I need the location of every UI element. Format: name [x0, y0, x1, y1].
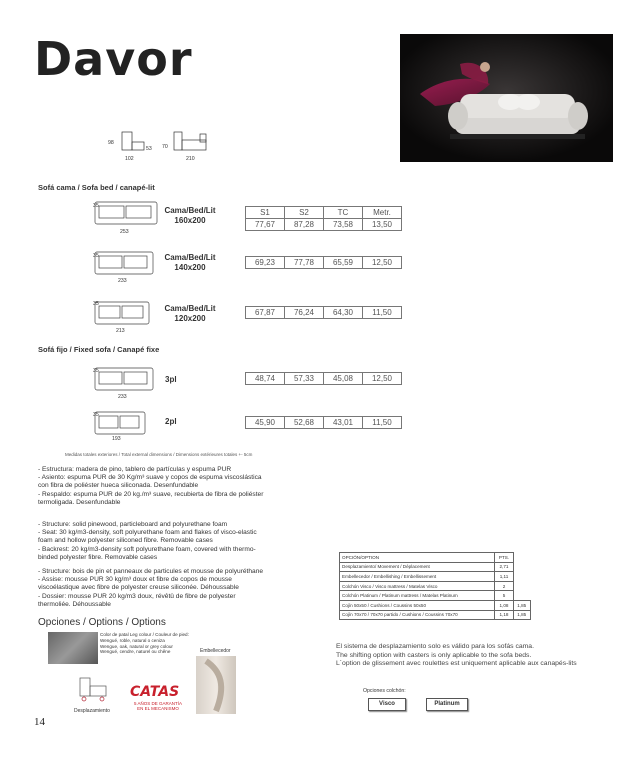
description-fr: - Structure: bois de pin et panneaux de particules et mousse de polyuréthane - Assise: mousse PUR 30 kg/m³ doux et fibre de copos de mousse viscoélastique avec fibre de polyester creuse siliconée. Déhoussable - Dossier: mousse PUR 20 kg/m3 doux, révêtû de fibre de polyester thermoliée. Déhoussable [38, 568, 264, 608]
fixed-sofa-height: 35 [93, 368, 99, 374]
options-row: Cojín 50x50 / Cushions / Coussins 50x50 1,08 1,85 [340, 600, 531, 610]
fixed-sofa-heading: Sofá fijo / Fixed sofa / Canapé fixe [38, 345, 160, 354]
price-row: 77,67 87,28 73,58 13,50 [246, 219, 402, 231]
description-en: - Structure: solid pinewood, particleboard and polyurethane foam - Seat: 30 kg/m3-density, soft polyurethane foam and flakes of visco-elastic foam and hollow polyester siliconed fibre. Removable cases - Backrest: 20 kg/m3-density soft polyurethane foam, covered with thermo- binded polyester fibre. Removable cases [38, 521, 257, 561]
fixed-sofa-height: 35 [93, 412, 99, 418]
chair-height-2: 53 [146, 146, 152, 152]
price-row: 67,87 76,24 64,30 11,50 [246, 307, 402, 319]
options-row: Colchón Platinum / Platinum mattress / Matelas Platinum 5 [340, 591, 531, 601]
fixed-sofa-label-2pl: 2pl [165, 417, 177, 426]
price-row: 48,74 57,33 45,08 12,50 [246, 373, 402, 385]
price-table-3pl [245, 372, 402, 385]
options-row: Cojín 70x70 / 70x70 partido / Cushions / Coussins 70x70 1,18 1,85 [340, 610, 531, 620]
fixed-sofa-drawing-2pl [90, 408, 160, 448]
fixed-sofa-width: 233 [118, 394, 127, 400]
platinum-button[interactable]: Platinum [426, 698, 468, 711]
sofa-height: 70 [162, 144, 168, 150]
product-photo [400, 34, 613, 162]
sofa-bed-label-120: Cama/Bed/Lit 120x200 [164, 304, 216, 323]
chair-width: 102 [125, 156, 134, 162]
catas-logo: CATAS [130, 684, 180, 700]
price-row: 45,90 52,68 43,01 11,50 [246, 417, 402, 429]
measures-note: Medidas totales exteriores / Total external dimensions / Dimensions extérieures totales +- 5cm [65, 452, 253, 457]
price-header-row: S1 S2 TC Metr. [246, 207, 402, 219]
leg-colour-text: Color de patal Leg colour / Couleur de pied: Wengué, roble, natural o ceniza Wengue, oak, natural or grey colour Wengué, cendre, naturel ou chêne [100, 632, 189, 655]
product-title: Davor [34, 32, 193, 86]
price-row: 69,23 77,78 65,59 12,50 [246, 257, 402, 269]
sofa-bed-width: 233 [118, 278, 127, 284]
options-row: Desplazamiento/ Movement / Déplacement 2,71 [340, 562, 531, 572]
description-es: - Estructura: madera de pino, tablero de partículas y espuma PUR - Asiento: espuma PUR de 30 Kg/m³ suave y copos de espuma viscoslástica con fibra de poliéster hueca siliconada. Desenfundable - Respaldo: espuma PUR de 20 kg./m³ suave, recubierta de fibra de poliéster termoligada. Desenfundable [38, 466, 264, 506]
leg-swatch-image [48, 632, 98, 664]
options-header-row: OPCIÓN/OPTION PTS. [340, 553, 531, 563]
price-table-2pl [245, 416, 402, 429]
sofa-bed-height: 35 [93, 253, 99, 259]
options-price-table [339, 552, 531, 620]
sofa-photo-illustration [400, 34, 613, 162]
options-heading: Opciones / Options / Options [38, 617, 166, 628]
sofa-bed-height: 35 [93, 203, 99, 209]
embellecedor-label: Embellecedor [200, 648, 231, 654]
sofa-bed-heading: Sofá cama / Sofa bed / canapé-lit [38, 183, 155, 192]
leg-cover-icon [196, 656, 236, 714]
price-table-140 [245, 256, 402, 269]
price-table-160 [245, 206, 402, 231]
catas-guarantee: 5 AÑOS DE GARANTÍA EN EL MECANISMO [133, 701, 182, 711]
page-number: 14 [34, 716, 45, 728]
sofa-bed-width: 213 [116, 328, 125, 334]
sofa-bed-label-140: Cama/Bed/Lit 140x200 [164, 253, 216, 272]
visco-button[interactable]: Visco [368, 698, 406, 711]
fixed-sofa-label-3pl: 3pl [165, 375, 177, 384]
desplazamiento-label: Desplazamiento [74, 708, 110, 714]
sofa-bed-label-160: Cama/Bed/Lit 160x200 [164, 206, 216, 225]
sofa-width: 210 [186, 156, 195, 162]
embellecedor-image [196, 656, 236, 714]
chair-height-1: 98 [108, 140, 114, 146]
price-table-120 [245, 306, 402, 319]
sofa-bed-height: 35 [93, 301, 99, 307]
caster-drawing-icon [76, 674, 112, 704]
fixed-sofa-width: 193 [112, 436, 121, 442]
top-dimension-drawings [108, 128, 213, 170]
mattress-options-label: Opciones colchón: [363, 688, 406, 694]
movement-note: El sistema de desplazamiento solo es válido para los sofás cama. The shifting option with casters is only aplicable to the sofa beds. L´option de glissement avec roulettes est uniquement aplicable aux canapés-lits [336, 643, 577, 667]
sofa-bed-width: 253 [120, 229, 129, 235]
options-row: Embellecedor / Embellishing / Embellissement 1,11 [340, 572, 531, 582]
options-row: Colchón Visco / Visco mattress / Matelas Visco 2 [340, 581, 531, 591]
